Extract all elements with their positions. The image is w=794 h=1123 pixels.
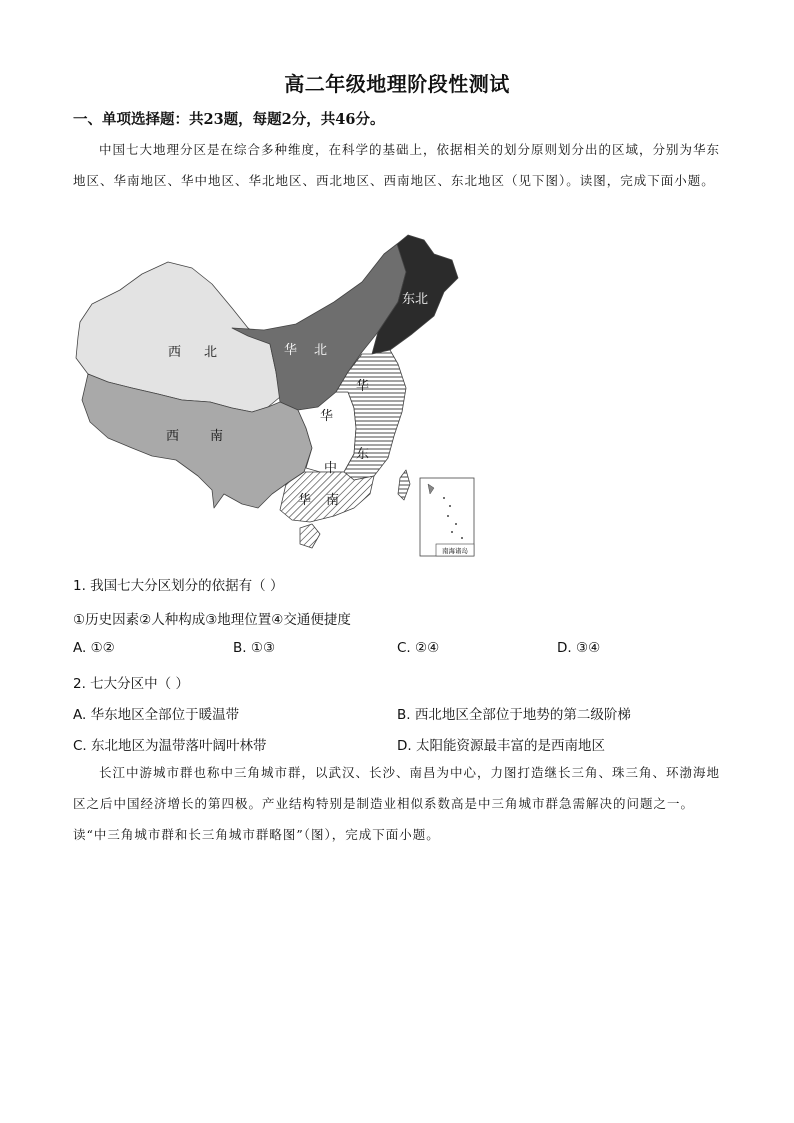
south-china-sea-inset — [420, 478, 474, 556]
label-east-1: 华 — [356, 379, 370, 394]
q2-option-d[interactable]: D. 太阳能资源最丰富的是西南地区 — [397, 738, 605, 754]
label-central-2: 中 — [324, 461, 338, 476]
region-taiwan — [398, 470, 410, 500]
label-northeast: 东北 — [402, 292, 429, 307]
question-1-statements: ①历史因素②人种构成③地理位置④交通便捷度 — [73, 612, 351, 628]
label-south-1: 华 — [298, 493, 312, 508]
q2-option-b[interactable]: B. 西北地区全部位于地势的第二级阶梯 — [397, 707, 631, 723]
q2-option-a[interactable]: A. 华东地区全部位于暖温带 — [73, 707, 240, 723]
label-southwest-2: 南 — [210, 429, 224, 444]
q2-option-c[interactable]: C. 东北地区为温带落叶阔叶林带 — [73, 738, 267, 754]
question-1-stem: 1. 我国七大分区划分的依据有（ ） — [73, 578, 284, 594]
q1-option-a[interactable]: A. ①② — [73, 640, 115, 656]
label-central-1: 华 — [320, 409, 334, 424]
china-regions-map — [72, 232, 478, 558]
label-northwest-1: 西 — [168, 345, 182, 360]
label-north-1: 华 — [284, 343, 298, 358]
q1-option-d[interactable]: D. ③④ — [557, 640, 601, 656]
page-title: 高二年级地理阶段性测试 — [284, 72, 510, 96]
label-east-2: 东 — [356, 447, 370, 462]
q1-option-c[interactable]: C. ②④ — [397, 640, 440, 656]
region-hainan — [300, 524, 320, 548]
q1-option-b[interactable]: B. ①③ — [233, 640, 276, 656]
label-northwest-2: 北 — [204, 345, 218, 360]
label-southwest-1: 西 — [166, 429, 180, 444]
label-south-2: 南 — [326, 493, 340, 508]
intro-paragraph: 中国七大地理分区是在综合多种维度，在科学的基础上，依据相关的划分原则划分出的区域，分别为华东地区、华南地区、华中地区、华北地区、西北地区、西南地区、东北地区（见下图）。读图，完成下面小题。 — [73, 142, 721, 188]
passage-2: 长江中游城市群也称中三角城市群，以武汉、长沙、南昌为中心，力图打造继长三角、珠三角、环渤海地区之后中国经济增长的第四极。产业结构特别是制造业相似系数高是中三角城市群急需解决的问题之一。读“中三角城市群和长三角城市群略图”（图），完成下面小题。 — [73, 765, 721, 842]
question-2-stem: 2. 七大分区中（ ） — [73, 676, 189, 692]
inset-label: 南海诸岛 — [442, 547, 468, 555]
label-north-2: 北 — [314, 343, 328, 358]
section-heading: 一、单项选择题：共23题，每题2分，共46分。 — [73, 111, 385, 128]
